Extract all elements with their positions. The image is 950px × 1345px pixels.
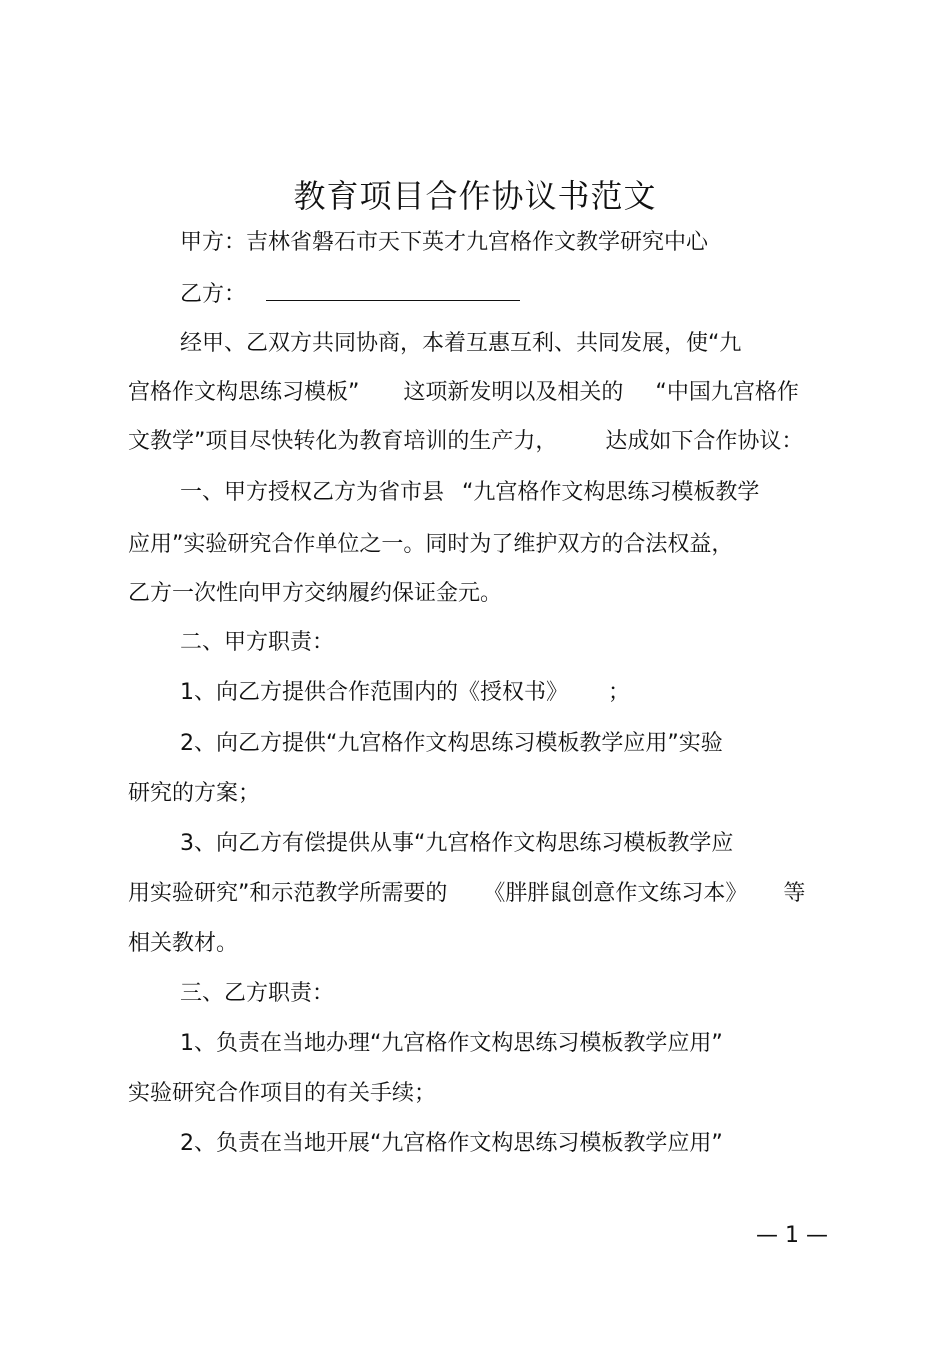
party-a-line: 甲方：吉林省磐石市天下英才九宫格作文教学研究中心 xyxy=(180,230,709,255)
s3-item1-line-1: 1、负责在当地办理“九宫格作文构思练习模板教学应用” xyxy=(180,1031,723,1056)
s2-item2-line-2: 研究的方案； xyxy=(128,781,261,806)
intro-line-2 xyxy=(128,378,799,408)
clause1-line-1-part-b: “九宫格作文构思练习模板教学 xyxy=(462,480,760,505)
section2-heading: 二、甲方职责： xyxy=(180,630,335,655)
intro-line-2-part-b: 这项新发明以及相关的 xyxy=(403,380,624,405)
s2-item3-line-2-part-b: 《胖胖鼠创意作文练习本》 xyxy=(483,881,748,906)
intro-line-3-part-b: 达成如下合作协议： xyxy=(605,429,804,454)
s2-item3-line-2 xyxy=(128,879,805,909)
s2-item3-line-2-part-a: 用实验研究”和示范教学所需要的 xyxy=(128,881,448,906)
s2-item1-punct: ； xyxy=(608,680,631,705)
party-b-label: 乙方： xyxy=(180,282,247,307)
s2-item1-text: 1、向乙方提供合作范围内的《授权书》 xyxy=(180,680,568,705)
s2-item3-line-2-part-c: 等 xyxy=(783,881,806,906)
clause1-line-1 xyxy=(180,478,759,508)
clause1-line-1-part-a: 一、甲方授权乙方为省市县 xyxy=(180,480,445,505)
document-title: 教育项目合作协议书范文 xyxy=(293,177,657,215)
s3-item1-line-2: 实验研究合作项目的有关手续； xyxy=(128,1081,437,1106)
page-number: — 1 — xyxy=(756,1223,828,1248)
s2-item3-line-3: 相关教材。 xyxy=(128,931,239,956)
clause1-line-2: 应用”实验研究合作单位之一。同时为了维护双方的合法权益， xyxy=(128,532,734,557)
clause1-line-3: 乙方一次性向甲方交纳履约保证金元。 xyxy=(128,581,503,606)
intro-line-2-part-a: 宫格作文构思练习模板” xyxy=(128,380,360,405)
section3-heading: 三、乙方职责： xyxy=(180,981,335,1006)
party-b-blank-field xyxy=(266,280,520,301)
s2-item1 xyxy=(180,678,630,708)
party-b-line xyxy=(180,280,520,310)
s3-item2-line-1: 2、负责在当地开展“九宫格作文构思练习模板教学应用” xyxy=(180,1131,723,1156)
s2-item2-line-1: 2、向乙方提供“九宫格作文构思练习模板教学应用”实验 xyxy=(180,731,723,756)
intro-line-1: 经甲、乙双方共同协商，本着互惠互利、共同发展，使“九 xyxy=(180,331,742,356)
intro-line-3-part-a: 文教学”项目尽快转化为教育培训的生产力， xyxy=(128,429,558,454)
intro-line-3 xyxy=(128,427,803,457)
s2-item3-line-1: 3、向乙方有偿提供从事“九宫格作文构思练习模板教学应 xyxy=(180,831,734,856)
intro-line-2-part-c: “中国九宫格作 xyxy=(655,380,799,405)
